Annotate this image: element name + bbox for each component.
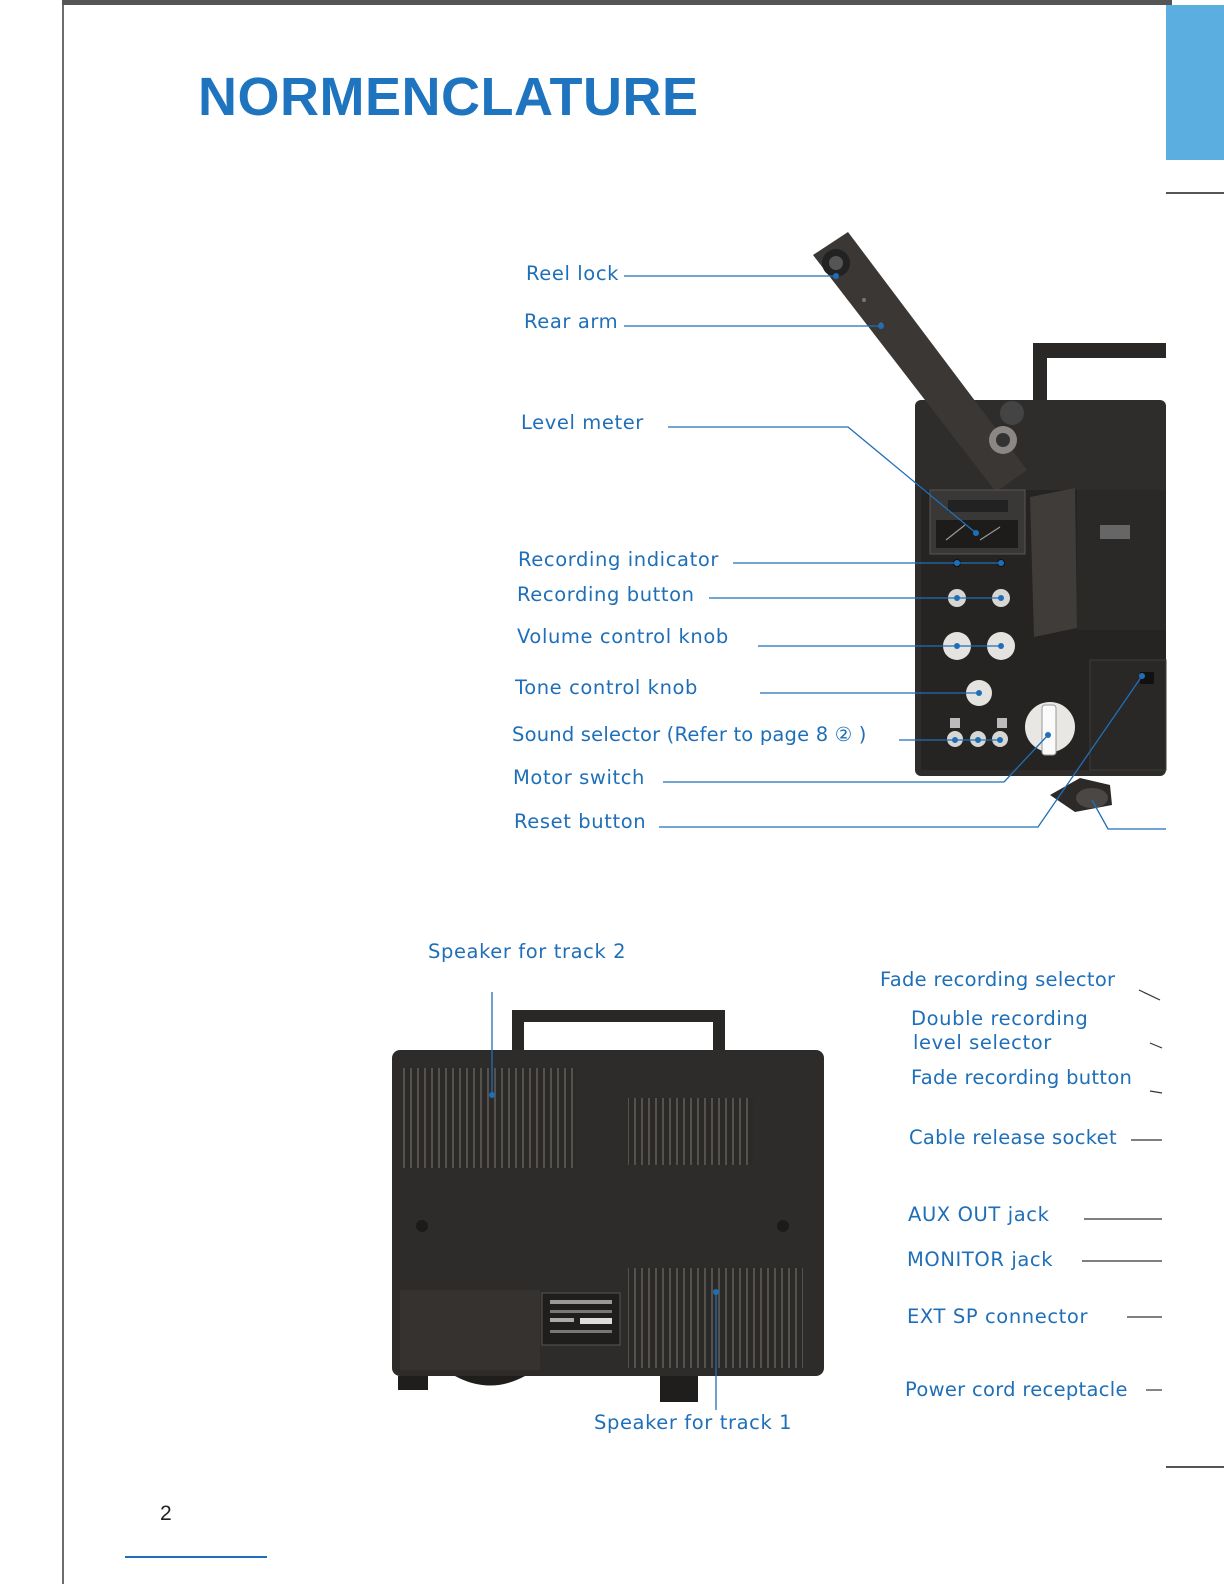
footer-rule [125, 1556, 267, 1558]
label-power-cord-receptacle: Power cord receptacle [905, 1378, 1128, 1401]
label-reel-lock: Reel lock [526, 262, 620, 285]
label-fade-recording-button: Fade recording button [911, 1066, 1133, 1089]
label-rear-arm: Rear arm [524, 310, 619, 333]
label-reset-button: Reset button [514, 810, 647, 833]
label-volume-control-knob: Volume control knob [517, 625, 729, 648]
label-cable-release-socket: Cable release socket [909, 1126, 1117, 1149]
label-motor-switch: Motor switch [513, 766, 645, 789]
label-recording-button: Recording button [517, 583, 695, 606]
label-double-recording-line1: Double recording [911, 1007, 1089, 1030]
label-monitor-jack: MONITOR jack [907, 1248, 1054, 1271]
projector-rear-view [392, 1010, 824, 1402]
label-speaker-track-1: Speaker for track 1 [594, 1411, 793, 1434]
label-fade-recording-selector: Fade recording selector [880, 968, 1116, 991]
label-sound-selector: Sound selector (Refer to page 8 ② ) [512, 723, 867, 746]
right-leader-stubs [1082, 990, 1162, 1390]
label-tone-control-knob: Tone control knob [515, 676, 699, 699]
label-aux-out-jack: AUX OUT jack [908, 1203, 1050, 1226]
label-double-recording-line2: level selector [913, 1031, 1052, 1054]
page-number: 2 [160, 1502, 172, 1525]
label-recording-indicator: Recording indicator [518, 548, 719, 571]
label-speaker-track-2: Speaker for track 2 [428, 940, 627, 963]
page-title: NORMENCLATURE [198, 67, 699, 127]
label-ext-sp-connector: EXT SP connector [907, 1305, 1089, 1328]
label-level-meter: Level meter [521, 411, 644, 434]
